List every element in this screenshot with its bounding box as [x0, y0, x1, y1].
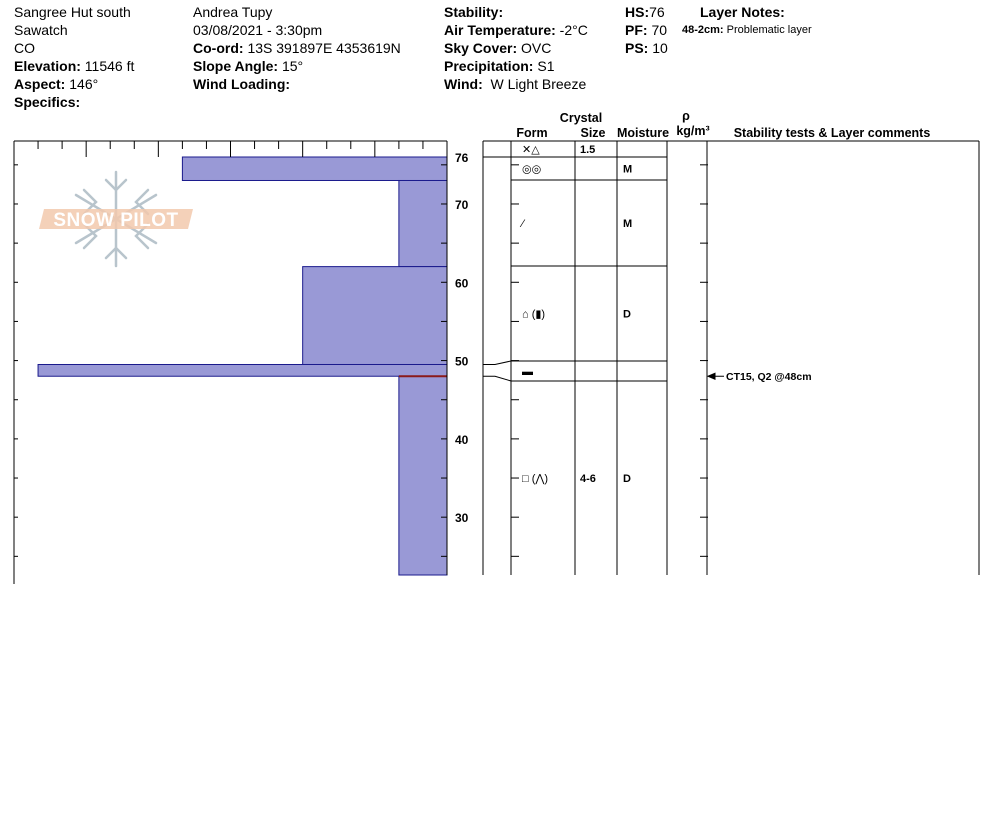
observer: Andrea Tupy [193, 4, 273, 20]
air-temperature: Air Temperature: -2°C [444, 22, 588, 38]
stability: Stability: [444, 4, 504, 20]
snow-pilot-logo [39, 172, 193, 266]
density-unit-header: kg/m³ [676, 124, 710, 138]
observation-datetime: 03/08/2021 - 3:30pm [193, 22, 323, 38]
size-header: Size [580, 126, 606, 140]
sky-cover: Sky Cover: OVC [444, 40, 552, 56]
grain-form-symbol: ✕△ [522, 144, 540, 156]
height-label: 30 [455, 511, 469, 526]
coordinates: Co-ord: 13S 391897E 4353619N [193, 40, 401, 56]
moisture-value: M [623, 218, 633, 230]
hardness-bar-0 [182, 157, 447, 180]
penetration-foot: PF: 70 [625, 22, 668, 38]
height-label: 40 [455, 432, 469, 447]
connector-line [483, 376, 511, 381]
moisture-value: M [623, 163, 633, 176]
wind: Wind: W Light Breeze [444, 76, 587, 92]
location-name: Sangree Hut south [14, 4, 131, 20]
stability-header: Stability tests & Layer comments [733, 126, 931, 140]
arrow-head-icon [708, 373, 715, 379]
table-header [516, 109, 930, 140]
grain-form-symbol: ⁄ [522, 218, 524, 230]
grain-form-symbol: ◎◎ [522, 163, 542, 176]
moisture-value: D [623, 473, 631, 485]
stability-test-label: CT15, Q2 @48cm [726, 371, 812, 384]
grain-size: 1.5 [580, 144, 596, 156]
wind-loading: Wind Loading: [193, 76, 291, 92]
slope-angle: Slope Angle: 15° [193, 58, 304, 74]
crystal-header: Crystal [559, 111, 603, 125]
layer-note: 48-2cm: Problematic layer [682, 24, 812, 36]
connector-line [483, 361, 511, 364]
precipitation: Precipitation: S1 [444, 58, 555, 74]
hardness-bar-3 [38, 364, 447, 376]
grain-size: 4-6 [580, 473, 596, 485]
mountain-range: Sawatch [14, 22, 68, 38]
moisture-value: D [623, 308, 631, 321]
state: CO [14, 40, 35, 56]
layer-notes-title: Layer Notes: [700, 4, 785, 20]
height-label: 70 [455, 197, 469, 212]
specifics: Specifics: [14, 94, 81, 110]
aspect: Aspect: 146° [14, 76, 99, 92]
height-of-snow: HS:76 [625, 4, 665, 20]
hardness-bar-2 [303, 267, 447, 365]
height-label: 76 [455, 151, 469, 165]
hardness-bar-1 [399, 180, 447, 266]
hardness-bar-4 [399, 376, 447, 575]
density-rho-header: ρ [682, 109, 690, 123]
grain-form-symbol: □ (⋀) [522, 473, 549, 485]
penetration-ski: PS: 10 [625, 40, 668, 56]
moisture-header: Moisture [616, 126, 670, 140]
height-label: 60 [455, 276, 469, 291]
grain-form-symbol: ▬ [522, 366, 533, 378]
elevation: Elevation: 11546 ft [14, 58, 135, 74]
height-label: 50 [455, 354, 469, 369]
logo-text: SNOW PILOT [53, 210, 179, 231]
form-header: Form [516, 126, 548, 140]
grain-form-symbol: ⌂ (▮) [522, 308, 546, 321]
